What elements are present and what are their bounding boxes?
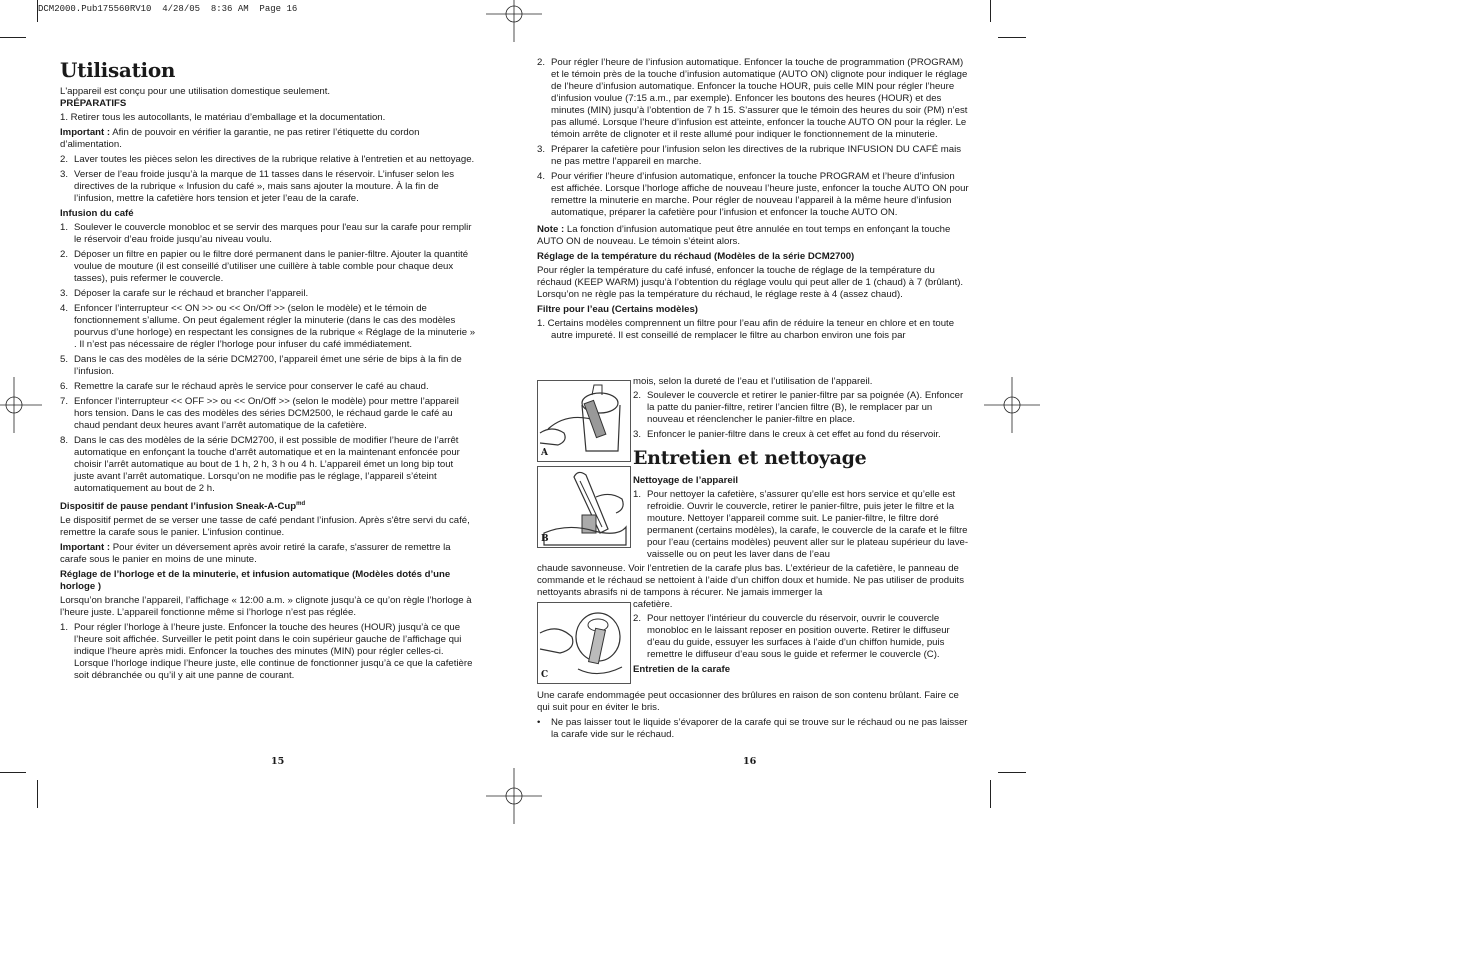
right-page-top [537, 57, 969, 342]
left-page [60, 58, 476, 685]
filter-steps [633, 376, 969, 564]
care-steps-2 [633, 599, 969, 678]
paragraph: Lorsqu’on branche l’appareil, l’affichage « 12:00 a.m. » clignote jusqu’à ce qu’on règle l’horloge à l’heure juste. L’appareil fonctionne même si l’horloge n’est pas réglée. [60, 595, 472, 619]
crop-mark [990, 780, 991, 808]
clock-list-continued [537, 57, 969, 219]
list-item [60, 435, 476, 495]
list-item [60, 381, 476, 393]
list-text: Pour vérifier l’heure d’infusion automatique, enfoncer la touche PROGRAM et l’heure d’infusion est affichée. Lorsque l’horloge affiche de nouveau l’heure juste, enfoncer la touche AUTO ON pour remettre la minuterie en marche. Pour régler de nouveau l’appareil à la même heure d’infusion automatique, préparer la cafetière pour l’infusion et enfoncer la touche AUTO ON. [551, 171, 969, 218]
paragraph: Le dispositif permet de se verser une tasse de café pendant l’infusion. Après s'être servi du café, remettre la carafe sous le panier. L'infusion continue. [60, 515, 470, 539]
important-label: Important : [60, 127, 111, 138]
filter-replacement-illustration-icon [538, 467, 630, 547]
intro-text: L'appareil est conçu pour une utilisation domestique seulement. [60, 86, 331, 97]
list-number: 2. [60, 154, 69, 165]
section-heading: PRÉPARATIFS [60, 98, 127, 109]
note [537, 224, 969, 248]
list-item [633, 613, 969, 661]
important-label: Important : [60, 542, 111, 554]
list-text: Soulever le couvercle et retirer le panier-filtre par sa poignée (A). Enfoncer la patte du panier-filtre, retirer l’ancien filtre (B), le remplacer par un nouveau et réenclencher le panier-filtre en place. [647, 390, 964, 425]
list-text: Soulever le couvercle monobloc et se servir des marques pour l'eau sur la carafe pour remplir le réservoir d’eau froide jusqu’au niveau voulu. [74, 222, 472, 245]
care-list [633, 489, 969, 561]
list-number: 1. [60, 622, 69, 634]
lid-cleaning-illustration-icon [538, 603, 630, 683]
paragraph: cafetière. [633, 599, 673, 610]
page-title: Utilisation [60, 58, 176, 82]
list-item [60, 169, 476, 205]
filter-list [633, 390, 969, 441]
list-number: 3. [60, 288, 69, 299]
crop-mark [37, 0, 38, 22]
section-heading: Nettoyage de l’appareil [633, 475, 739, 486]
list-number: 2. [60, 249, 69, 260]
list-number: 3. [60, 169, 69, 180]
list-text: Déposer un filtre en papier ou le filtre doré permanent dans le panier-filtre. Ajouter la quantité voulue de mouture (il est conseillé d’utiliser une cuillère à table comble pour chaque deux tasses), puis refermer le couvercle. [74, 249, 469, 284]
list-item [633, 429, 969, 441]
list-text: Ne pas laisser tout le liquide s’évaporer de la carafe qui se trouve sur le réchaud ou ne pas laisser la carafe vide sur le réchaud. [551, 717, 968, 740]
list-text: Laver toutes les pièces selon les directives de la rubrique relative à l'entretien et au nettoyage. [74, 154, 475, 165]
list-number: 6. [60, 381, 69, 392]
important-note [60, 542, 476, 566]
list-item [633, 489, 969, 561]
list-item [537, 144, 969, 168]
paragraph: mois, selon la dureté de l’eau et l’utilisation de l’appareil. [633, 376, 873, 387]
figure-a [537, 380, 631, 462]
list-item [60, 154, 476, 166]
crop-mark [0, 37, 26, 38]
list-item [60, 622, 476, 682]
list-number: 8. [60, 435, 69, 446]
figure-label: B [541, 534, 549, 544]
registration-mark-icon [486, 768, 542, 824]
list-item [633, 390, 969, 426]
list-text: Enfoncer l’interrupteur << ON >> ou << On/Off >> (selon le modèle) et le témoin de fonctionnement s’allume. On peut également régler la minuterie (dans le cas des modèles pourvus d’une horloge) en respectant les consignes de la rubrique « Réglage de la minuterie » . Il n’est pas nécessaire de régler l’horloge pour infuser du café immédiatement. [74, 303, 476, 350]
figure-label: A [541, 448, 548, 458]
bullet-list [537, 717, 969, 741]
list-item [60, 354, 476, 378]
list-number: 7. [60, 396, 69, 407]
registration-mark-icon [486, 0, 542, 42]
paragraph: 1. Certains modèles comprennent un filtre pour l’eau afin de réduire la teneur en chlore et en toute autre impureté. Il est conseillé de remplacer le filtre au charbon environ une fois par [537, 318, 955, 341]
pause-heading-text: Dispositif de pause pendant l’infusion Sneak-A-Cup [60, 501, 297, 513]
list-text: Dans le cas des modèles de la série DCM2700, l’appareil émet une série de bips à la fin de l’infusion. [74, 354, 462, 377]
list-item [60, 288, 476, 300]
list-text: Préparer la cafetière pour l’infusion selon les directives de la rubrique INFUSION DU CAFÉ mais ne pas mettre l’appareil en marche. [551, 144, 962, 167]
list-item [60, 396, 476, 432]
paragraph: 1. Retirer tous les autocollants, le matériau d’emballage et la documentation. [60, 112, 386, 123]
list-number: 3. [537, 144, 546, 155]
crop-mark [998, 37, 1026, 38]
list-text: Pour nettoyer l’intérieur du couvercle du réservoir, ouvrir le couvercle monobloc en le laissant reposer en position ouverte. Retirer le diffuseur d’eau du guide, essuyer les surfaces à l’aide d’un chiffon humide, puis remettre le diffuseur d’eau sous le guide et refermer le couvercle (C). [647, 613, 950, 660]
list-item [537, 171, 969, 219]
trademark-mark: md [296, 501, 306, 507]
list-number: 1. [633, 489, 642, 500]
crop-mark [37, 780, 38, 808]
list-item [537, 717, 969, 741]
list-text: Enfoncer le panier-filtre dans le creux à cet effet au fond du réservoir. [647, 429, 941, 440]
bullet-icon: • [537, 717, 541, 728]
list-item [60, 303, 476, 351]
paragraph: Une carafe endommagée peut occasionner des brûlures en raison de son contenu brûlant. Faire ce qui suit pour en éviter le bris. [537, 690, 959, 713]
list-text: Remettre la carafe sur le réchaud après le service pour conserver le café au chaud. [74, 381, 429, 392]
section-heading: Filtre pour l’eau (Certains modèles) [537, 304, 698, 315]
paragraph: chaude savonneuse. Voir l’entretien de la carafe plus bas. L’extérieur de la cafetière, le panneau de commande et le réchaud se nettoient à l’aide d’un chiffon doux et humide. Ne pas utiliser de produits nettoyants abrasifs ni de tampons à récurer. Ne jamais immerger la [537, 563, 965, 598]
clock-list [60, 622, 476, 682]
note-label: Note : [537, 224, 565, 235]
care-list-2 [633, 613, 969, 661]
section-heading: Réglage de la température du réchaud (Modèles de la série DCM2700) [537, 251, 855, 262]
list-item [537, 57, 969, 141]
registration-mark-icon [984, 377, 1040, 433]
list-number: 2. [633, 390, 642, 401]
list-text: Enfoncer l’interrupteur << OFF >> ou << On/Off >> (selon le modèle) pour mettre l’appareil hors tension. Dans le cas des modèles des séries DCM2500, le réchaud garde le café au chaud pendant deux heures avant l’arrêt automatique de la cafetière. [74, 396, 459, 431]
list-item [60, 222, 476, 246]
list-number: 1. [60, 222, 69, 233]
registration-mark-icon [0, 377, 42, 433]
note-text: La fonction d’infusion automatique peut être annulée en tout temps en enfonçant la touche AUTO ON de nouveau. Le témoin s’éteint alors. [537, 224, 951, 247]
list-text: Pour régler l’horloge à l’heure juste. Enfoncer la touche des heures (HOUR) jusqu’à ce que l’heure soit affichée. Surveiller le petit point dans le coin supérieur gauche de l’affichage qui indique l’heure après midi. Enfoncer la touches des minutes (MIN) pour régler celles-ci. Lorsque l’horloge indique l’heure juste, elle continue de fonctionner jusqu’à ce que la cafetière soit débranchée ou qu’il y ait une panne de courant. [74, 622, 473, 682]
list-number: 4. [60, 303, 69, 314]
list-text: Pour nettoyer la cafetière, s’assurer qu’elle est hors service et qu’elle est refroidie. Ouvrir le couvercle, retirer le panier-filtre, puis jeter le filtre et la mouture. Nettoyer l’appareil comme suit. Le panier-filtre, le filtre doré permanent (certains modèles), la carafe, le couvercle de la carafe et le filtre pour l’eau (certains modèles) peuvent aller sur le plateau supérieur du lave-vaisselle ou on peut les laver dans de l’eau [647, 489, 969, 560]
crop-mark [990, 0, 991, 22]
list-number: 2. [633, 613, 642, 624]
list-number: 4. [537, 171, 546, 182]
figure-c [537, 602, 631, 684]
crop-mark [998, 772, 1026, 773]
list-number: 3. [633, 429, 642, 440]
important-note [60, 127, 476, 151]
brew-list [60, 222, 476, 495]
list-text: Déposer la carafe sur le réchaud et brancher l’appareil. [74, 288, 309, 299]
page-number: 15 [271, 756, 285, 767]
list-text: Dans le cas des modèles de la série DCM2700, il est possible de modifier l’heure de l’arrêt automatique en enfonçant la touche d'arrêt automatique et en la maintenant enfoncée pour choisir l’arrêt automatique au bout de 1 h, 2 h, 3 h ou 4 h. L’appareil émet un long bip tout juste avant l’arrêt automatique. Lorsqu’on ne modifie pas le réglage, l’appareil s’éteint automatiquement au bout de 2 h. [74, 435, 460, 494]
carafe-care [537, 690, 969, 744]
paragraph: Pour régler la température du café infusé, enfoncer la touche de réglage de la température du réchaud (KEEP WARM) jusqu’à l’obtention du réglage voulu qui peut aller de 1 (chaud) à 7 (brûlant). Lorsqu’on ne règle pas la température du réchaud, le réglage reste à 4 (assez chaud). [537, 265, 964, 300]
crop-mark [0, 772, 26, 773]
list-number: 2. [537, 57, 546, 68]
list-text: Pour régler l’heure de l’infusion automatique. Enfoncer la touche de programmation (PROGRAM) et le témoin près de la touche d’infusion automatique (AUTO ON) clignote pour indiquer le réglage de l’heure d’infusion automatique. Enfoncer la touche HOUR, puis celle MIN pour régler l’heure d’infusion voulue (7:15 a.m., par exemple). Enfoncer les boutons des heures (HOUR) et des minutes (MIN) jusqu’à l’obtention de 7 h 15. S’assurer que le témoin des heures du soir (PM) n’est pas allumé. Lorsque l’heure d’infusion est atteinte, enfoncer la touche AUTO ON pour la régler. Le témoin arrête de clignoter et il reste allumé pour indiquer le fonctionnement de la minuterie. [551, 57, 968, 140]
figure-label: C [541, 670, 549, 680]
page-number: 16 [743, 756, 757, 767]
section-heading: Entretien de la carafe [633, 664, 731, 675]
care-continued [537, 563, 969, 599]
important-text: Pour éviter un déversement après avoir retiré la carafe, s'assurer de remettre la carafe sous le panier en moins de une minute. [60, 542, 451, 566]
important-text: Afin de pouvoir en vérifier la garantie, ne pas retirer l’étiquette du cordon d’alimentation. [60, 127, 420, 150]
list-number: 5. [60, 354, 69, 365]
prep-list [60, 154, 476, 205]
figure-b [537, 466, 631, 548]
section-heading: Réglage de l’horloge et de la minuterie, et infusion automatique (Modèles dotés d’une horloge ) [60, 569, 451, 593]
slug-line: DCM2000.Pub175560RV10 4/28/05 8:36 AM Page 16 [38, 4, 298, 14]
section-heading: Infusion du café [60, 208, 134, 219]
filter-basket-illustration-icon [538, 381, 630, 461]
list-item [60, 249, 476, 285]
section-title: Entretien et nettoyage [633, 447, 867, 469]
section-heading [60, 498, 476, 513]
list-text: Verser de l’eau froide jusqu’à la marque de 11 tasses dans le réservoir. L’infuser selon les directives de la rubrique « Infusion du café », mais sans ajouter la mouture. À la fin de l’infusion, mettre la cafetière hors tension et jeter l’eau de la carafe. [74, 169, 455, 204]
